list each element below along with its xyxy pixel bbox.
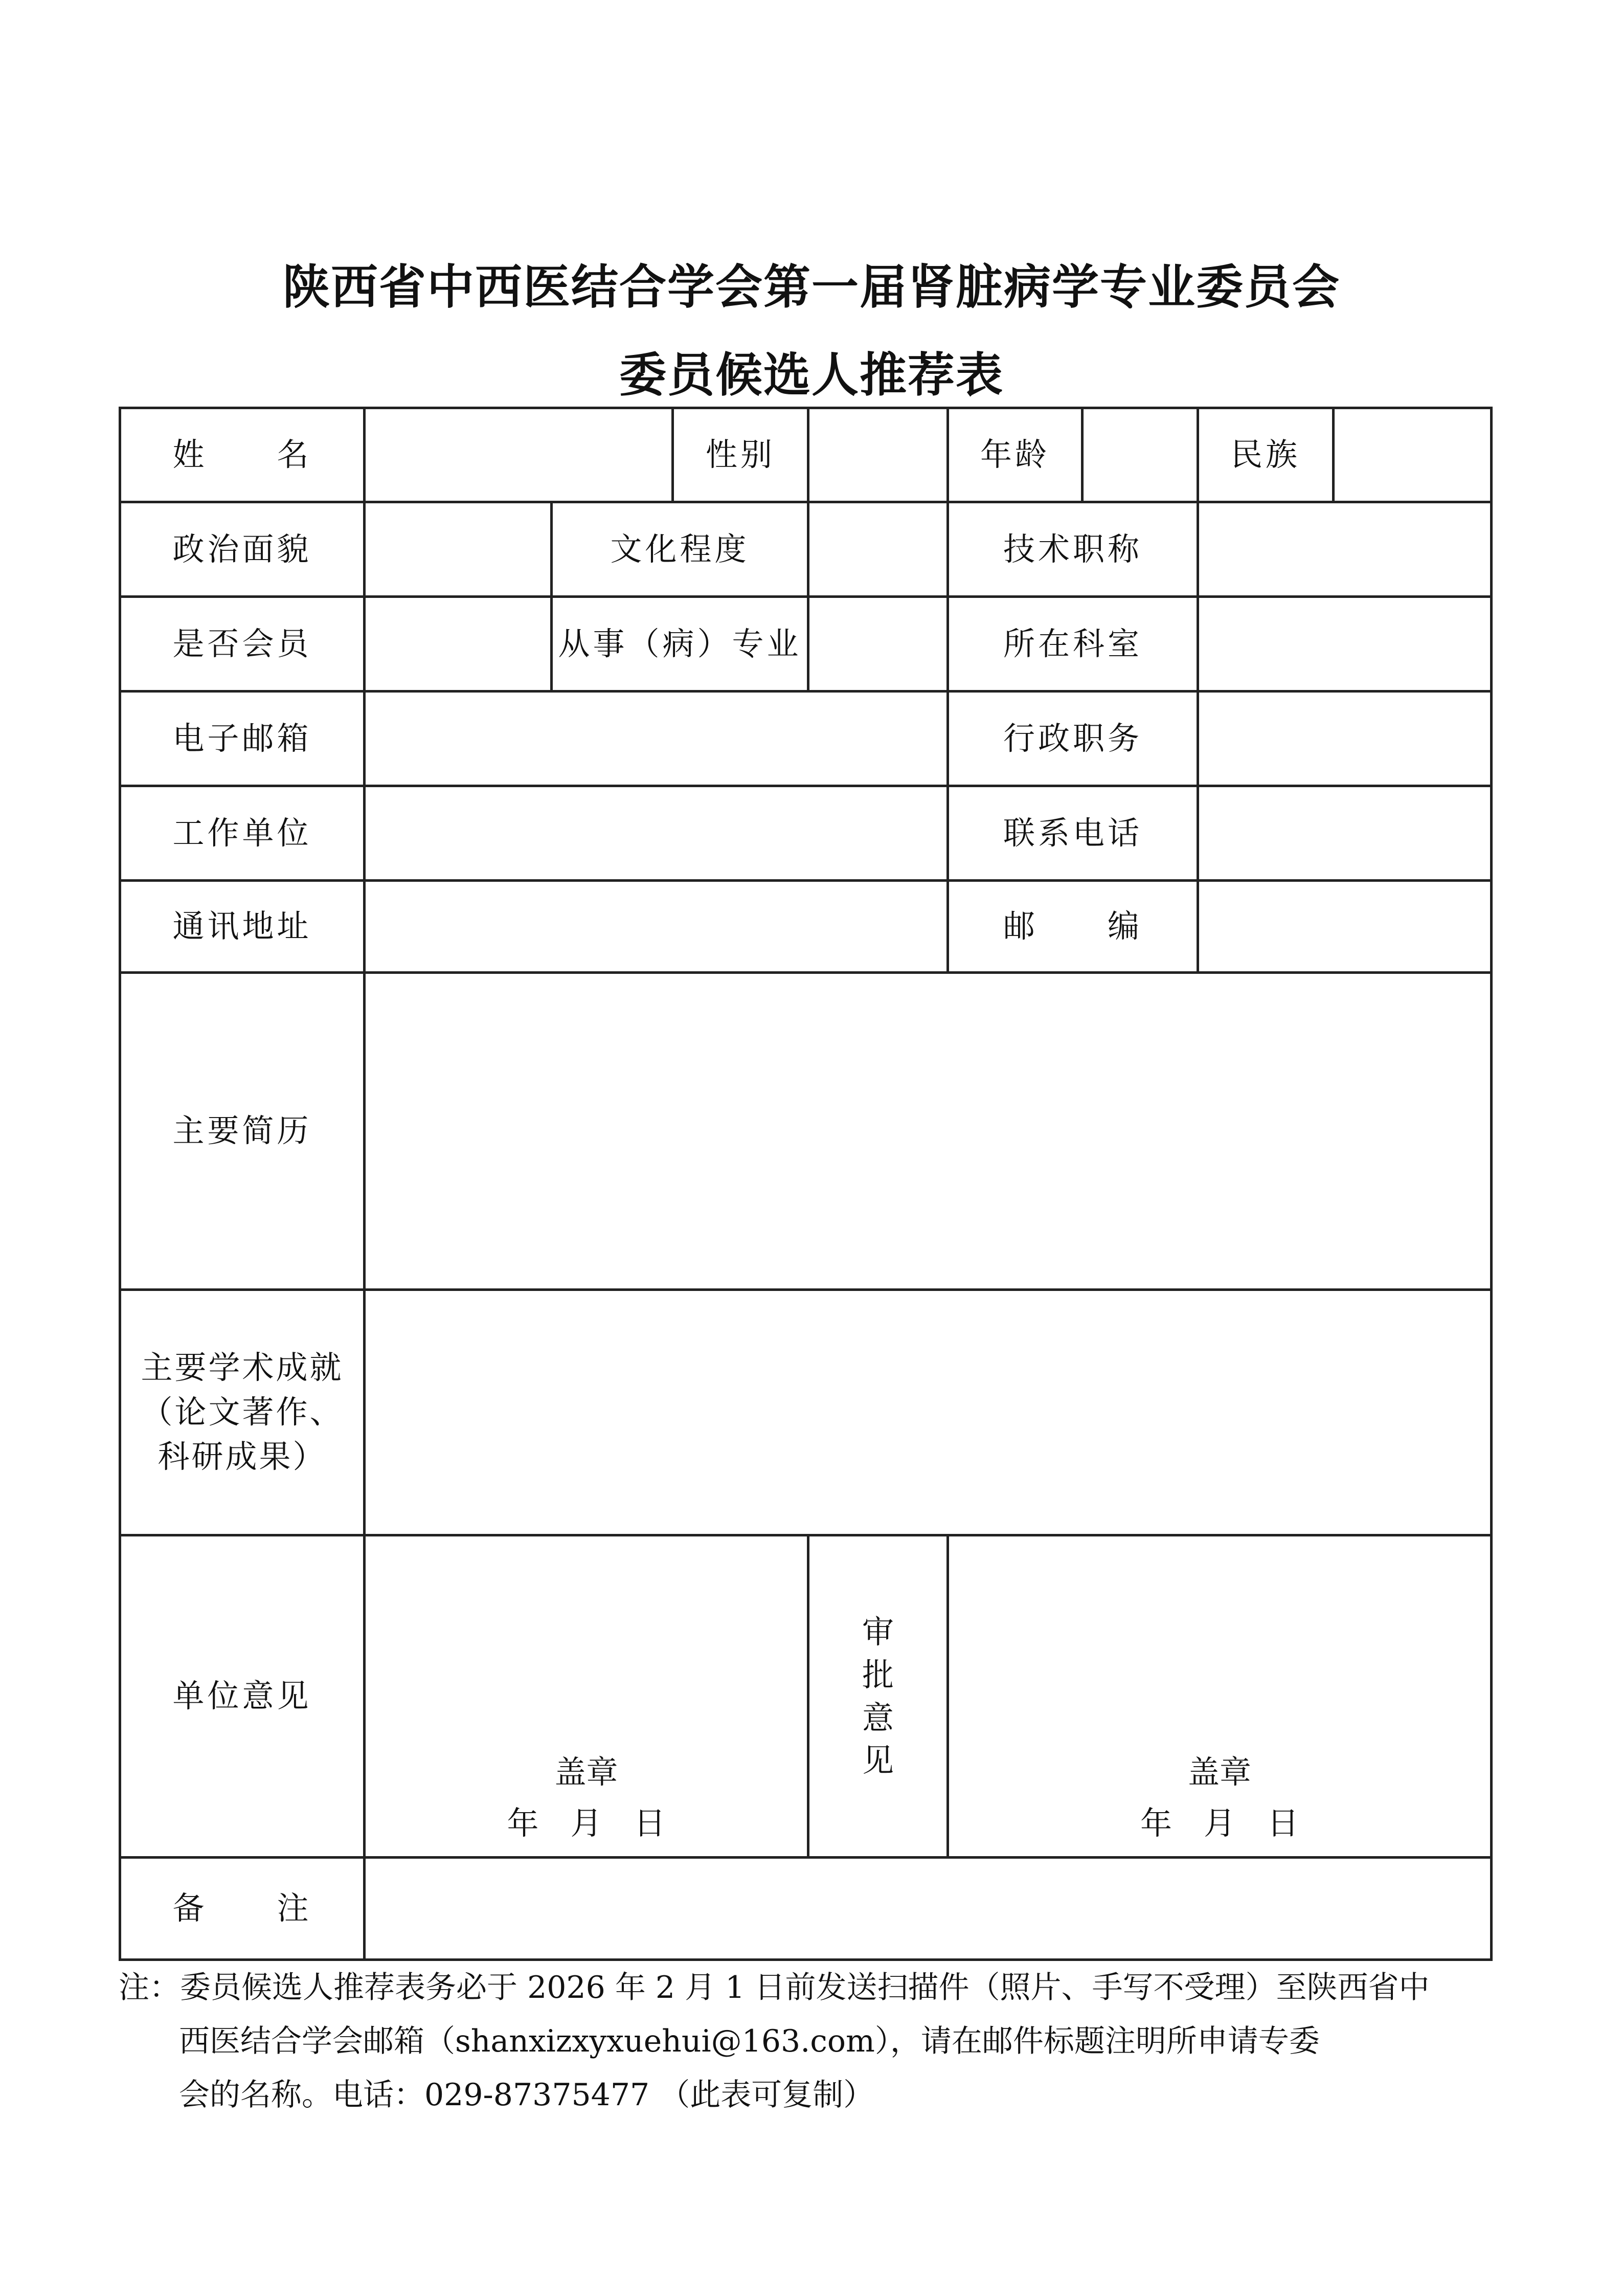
age-field[interactable] (1083, 408, 1198, 502)
footnote-line-1: 注：委员候选人推荐表务必于 2026 年 2 月 1 日前发送扫描件（照片、手写不受理）至陕西省中 (119, 1970, 1430, 2005)
resume-label: 主要简历 (120, 973, 365, 1290)
tech-title-field[interactable] (1198, 502, 1492, 597)
approval-seal-text: 盖章 (1187, 1753, 1251, 1791)
department-label: 所在科室 (948, 597, 1198, 692)
education-label: 文化程度 (552, 502, 808, 597)
specialty-field[interactable] (808, 597, 948, 692)
row-opinions (120, 1535, 1492, 1858)
row-remarks (120, 1858, 1492, 1960)
address-field[interactable] (365, 881, 948, 973)
footnote-line-3: 会的名称。电话：029-87375477 （此表可复制） (179, 2077, 874, 2113)
resume-field[interactable] (365, 973, 1492, 1290)
education-field[interactable] (808, 502, 948, 597)
workplace-field[interactable] (365, 786, 948, 881)
email-label: 电子邮箱 (120, 692, 365, 786)
unit-opinion-label: 单位意见 (120, 1535, 365, 1858)
name-label: 姓 名 (120, 408, 365, 502)
row-political (120, 502, 1492, 597)
workplace-label: 工作单位 (120, 786, 365, 881)
row-address (120, 881, 1492, 973)
specialty-label: 从事（病）专业 (552, 597, 808, 692)
approval-date-text: 年 月 日 (1140, 1804, 1299, 1842)
approval-opinion-field[interactable] (948, 1535, 1492, 1858)
row-basic-info (120, 408, 1492, 502)
approval-opinion-label-cell (808, 1535, 948, 1858)
email-field[interactable] (365, 692, 948, 786)
ethnicity-label: 民族 (1198, 408, 1334, 502)
ethnicity-field[interactable] (1334, 408, 1492, 502)
postcode-label: 邮 编 (948, 881, 1198, 973)
row-email (120, 692, 1492, 786)
gender-label: 性别 (673, 408, 808, 502)
row-achievements (120, 1290, 1492, 1535)
achievements-field[interactable] (365, 1290, 1492, 1535)
unit-date-text: 年 月 日 (507, 1804, 666, 1842)
phone-label: 联系电话 (948, 786, 1198, 881)
name-field[interactable] (365, 408, 673, 502)
admin-post-label: 行政职务 (948, 692, 1198, 786)
admin-post-field[interactable] (1198, 692, 1492, 786)
member-field[interactable] (365, 597, 552, 692)
row-workplace (120, 786, 1492, 881)
form-subtitle: 委员候选人推荐表 (619, 348, 1004, 403)
unit-opinion-field[interactable] (365, 1535, 808, 1858)
remarks-field[interactable] (365, 1858, 1492, 1960)
phone-field[interactable] (1198, 786, 1492, 881)
department-field[interactable] (1198, 597, 1492, 692)
tech-title-label: 技术职称 (948, 502, 1198, 597)
address-label: 通讯地址 (120, 881, 365, 973)
political-label: 政治面貌 (120, 502, 365, 597)
footnote-line-2: 西医结合学会邮箱（shanxizxyxuehui@163.com），请在邮件标题注明所申请专委 (179, 2023, 1320, 2059)
row-member (120, 597, 1492, 692)
approval-opinion-label: 审批意见 (862, 1613, 894, 1779)
age-label: 年龄 (948, 408, 1083, 502)
row-resume (120, 973, 1492, 1290)
remarks-label: 备 注 (120, 1858, 365, 1960)
unit-seal-text: 盖章 (554, 1753, 618, 1791)
member-label: 是否会员 (120, 597, 365, 692)
postcode-field[interactable] (1198, 881, 1492, 973)
political-field[interactable] (365, 502, 552, 597)
recommendation-form-table (119, 407, 1493, 1961)
gender-field[interactable] (808, 408, 948, 502)
form-title: 陕西省中西医结合学会第一届肾脏病学专业委员会 (282, 260, 1340, 315)
achievements-label: 主要学术成就（论文著作、科研成果） (120, 1290, 365, 1535)
